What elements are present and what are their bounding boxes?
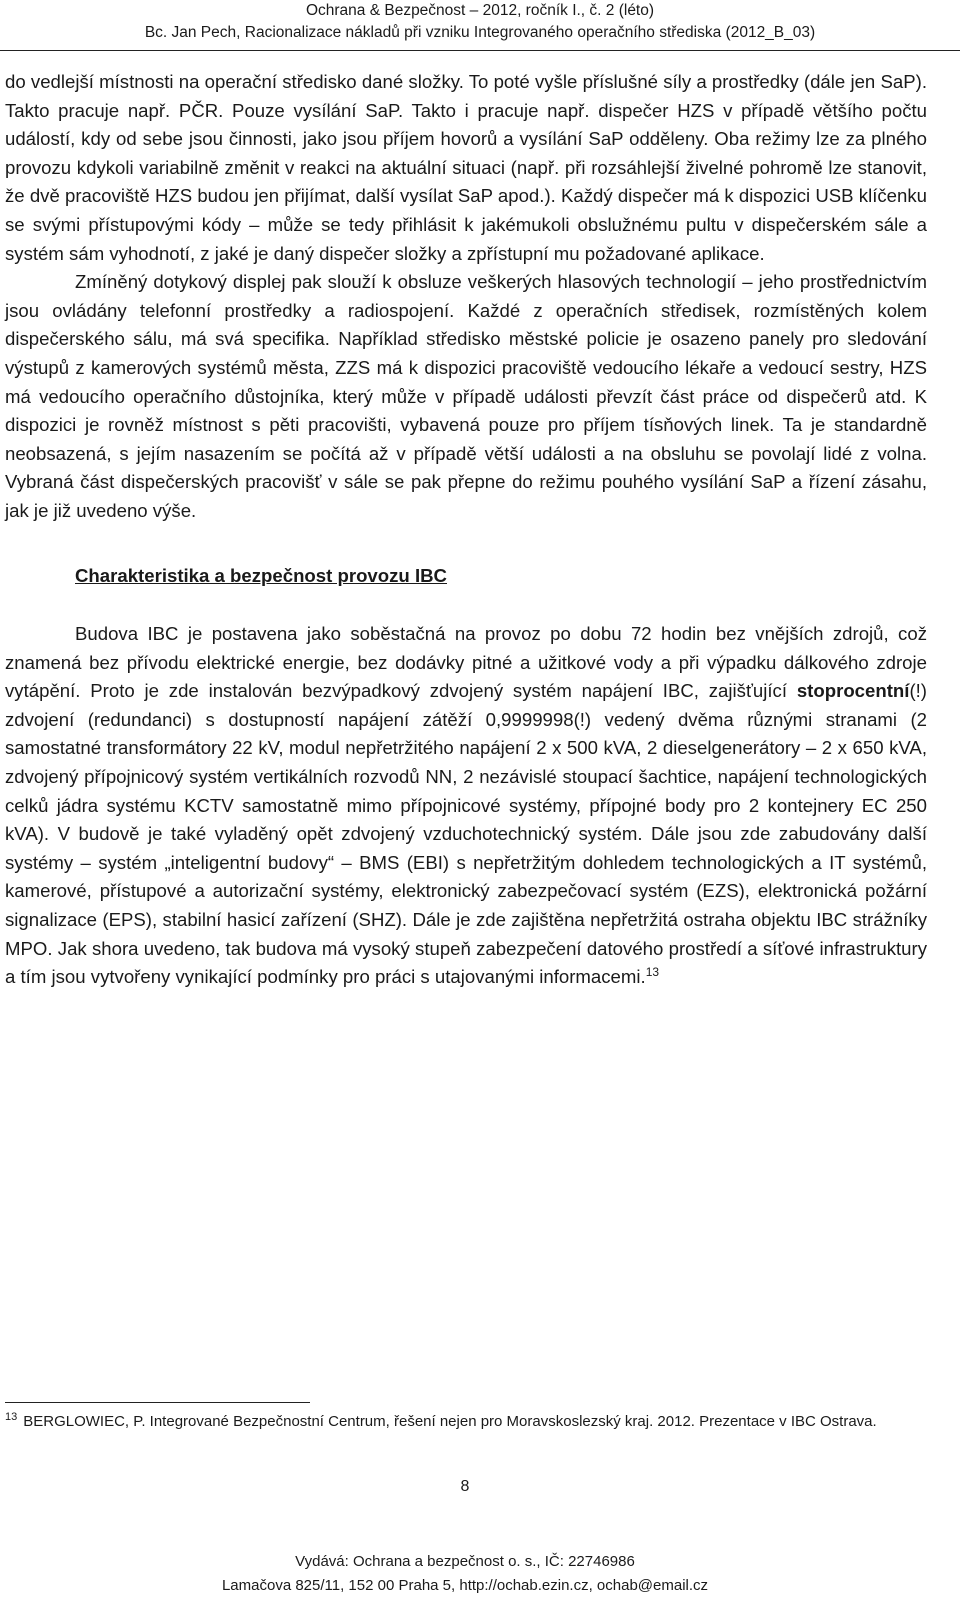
journal-title: Ochrana & Bezpečnost – 2012, ročník I., č. 2 (léto) (305, 2, 655, 19)
page-footer (0, 1550, 930, 1598)
page-header (0, 0, 960, 44)
footnote-text: BERGLOWIEC, P. Integrované Bezpečnostní Centrum, řešení nejen pro Moravskoslezský kraj. 2012. Prezentace v IBC Ostrava. (23, 1413, 877, 1430)
paragraph-3 (5, 620, 927, 992)
section-heading: Charakteristika a bezpečnost provozu IBC (75, 564, 447, 586)
publisher-line: Vydává: Ochrana a bezpečnost o. s., IČ: 22746986 (295, 1553, 635, 1570)
footnote (5, 1411, 927, 1433)
footnote-reference[interactable]: 13 (645, 965, 660, 980)
paragraph-2: Zmíněný dotykový displej pak slouží k obsluze veškerých hlasových technologií – jeho prostřednictvím jsou ovládány telefonní prostředky a radiospojení. Každé z operačních středisek, rozmístěných kolem dispečerského sálu, má svá specifika. Například středisko městské policie je osazeno panely pro sledování výstupů z kamerových systémů města, ZZS má k dispozici pracoviště vedoucího lékaře a vedoucí sestry, HZS má vedoucího operačního důstojníka, který může v případě události převzít část práce od dispečerů atd. K dispozici je rovněž místnost s pěti pracovišti, vybavená pouze pro příjem tísňových linek. Ta je standardně neobsazená, s jejím nasazením se počítá až v případě větší události a na obsluhu se povolají lidé z volna. Vybraná část dispečerských pracovišť v sále se pak přepne do režimu pouhého vysílání SaP a řízení zásahu, jak je již uvedeno výše. (5, 271, 927, 521)
article-title: Bc. Jan Pech, Racionalizace nákladů při vzniku Integrovaného operačního střediska (2012_B_03) (144, 24, 816, 41)
paragraph-3-text-b: (!) zdvojení (redundanci) s dostupností napájení zátěží 0,9999998(!) vedený dvěma různými stranami (2 samostatné transformátory 22 kV, modul nepřetržitého napájení 2 x 500 kVA, 2 dieselgenerátory – 2 x 650 kVA, zdvojený přípojnicový systém vertikálních rozvodů NN, 2 nezávislé stoupací šachtice, napájení technologických celků jádra systému KCTV samostatně mimo přípojnicové systémy, přípojné body pro 2 kontejnery EC 250 kVA). V budově je také vyladěný opět zdvojený vzduchotechnický systém. Dále jsou zde zabudovány další systémy – systém „inteligentní budovy“ – BMS (EBI) s nepřetržitým dohledem technologických a IT systémů, kamerové, přístupové a autorizační systémy, elektronický zabezpečovací systém (EZS), elektronická požární signalizace (EPS), stabilní hasicí zařízení (SHZ). Dále je zde zajištěna nepřetržitá ostraha objektu IBC strážníky MPO. Jak shora uvedeno, tak budova má vysoký stupeň zabezpečení datového prostředí a síťové infrastruktury a tím jsou vytvořeny vynikající podmínky pro práci s utajovanými informacemi. (5, 680, 927, 988)
footnote-number: 13 (5, 1411, 18, 1423)
paragraph-1: do vedlejší místnosti na operační středisko dané složky. To poté vyšle příslušné síly a prostředky (dále jen SaP). Takto pracuje např. PČR. Pouze vysílání SaP. Takto i pracuje např. dispečer HZS v případě většího počtu událostí, kdy od sebe jsou činnosti, jako jsou příjem hovorů a vysílání SaP odděleny. Oba režimy lze za plného provozu kdykoli variabilně změnit v reakci na aktuální situaci (např. při rozsáhlejší živelné pohromě lze stanovit, že dvě pracoviště HZS budou jen přijímat, další vysílat SaP apod.). Každý dispečer má k dispozici USB klíčenku se svými přístupovými kódy – může se tedy přihlásit k jakémukoli obslužnému pultu v dispečerském sále a systém sám vyhodnotí, z jaké je daný dispečer složky a zpřístupní mu požadované aplikace. (5, 71, 927, 264)
page-number: 8 (460, 1478, 470, 1495)
paragraph-3-text-a: Budova IBC je postavena jako soběstačná na provoz po dobu 72 hodin bez vnějších zdrojů, což znamená bez přívodu elektrické energie, bez dodávky pitné a užitkové vody a při výpadku dálkového zdroje vytápění. Proto je zde instalován bezvýpadkový zdvojený systém napájení IBC, zajišťující (5, 623, 927, 702)
document-body (5, 68, 927, 992)
emphasis-text: stoprocentní (796, 680, 910, 702)
footnote-divider (5, 1402, 310, 1403)
address-line: Lamačova 825/11, 152 00 Praha 5, http://ochab.ezin.cz, ochab@email.cz (221, 1577, 709, 1594)
header-divider (0, 50, 960, 51)
